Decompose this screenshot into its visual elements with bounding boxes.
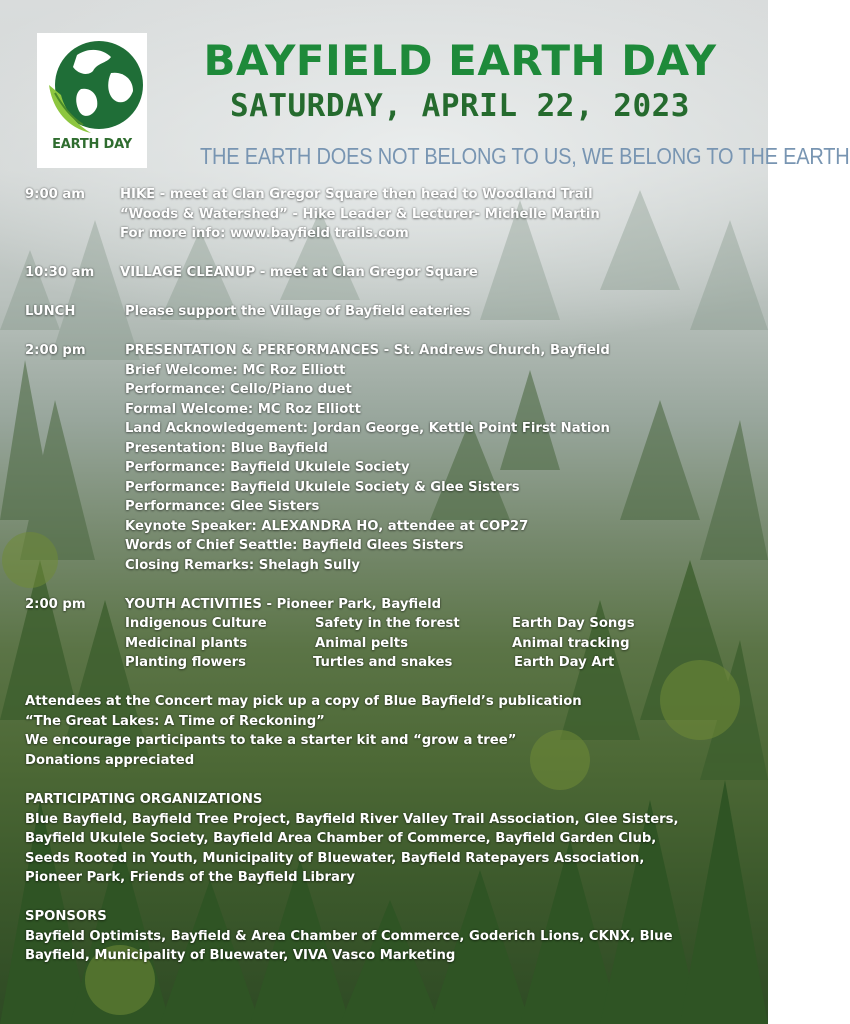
hike-line: HIKE - meet at Clan Gregor Square then head to Woodland Trail — [120, 187, 593, 202]
youth-activity: Planting flowers — [125, 655, 247, 670]
cleanup-line: VILLAGE CLEANUP - meet at Clan Gregor Square — [120, 265, 478, 280]
organizations-line: Bayfield Ukulele Society, Bayfield Area Chamber of Commerce, Bayfield Garden Club, — [25, 831, 657, 846]
cleanup-time: 10:30 am — [25, 265, 95, 280]
lunch-line: Please support the Village of Bayfield eateries — [125, 304, 471, 319]
hike-time: 9:00 am — [25, 187, 86, 202]
lunch-label: LUNCH — [25, 304, 76, 319]
youth-activity: Earth Day Songs — [512, 616, 635, 631]
presentation-time: 2:00 pm — [25, 343, 86, 358]
note-line: We encourage participants to take a starter kit and “grow a tree” — [25, 733, 517, 748]
youth-header: YOUTH ACTIVITIES - Pioneer Park, Bayfield — [125, 597, 442, 612]
sponsors-heading: SPONSORS — [25, 909, 107, 924]
organizations-line: Seeds Rooted in Youth, Municipality of Bluewater, Bayfield Ratepayers Association, — [25, 851, 645, 866]
note-line: “The Great Lakes: A Time of Reckoning” — [25, 714, 325, 729]
event-date: SATURDAY, APRIL 22, 2023 — [230, 88, 690, 124]
presentation-line: PRESENTATION & PERFORMANCES - St. Andrews Church, Bayfield — [125, 343, 610, 358]
youth-activity: Medicinal plants — [125, 636, 248, 651]
youth-activity: Turtles and snakes — [313, 655, 453, 670]
youth-activity: Indigenous Culture — [125, 616, 267, 631]
tagline: THE EARTH DOES NOT BELONG TO US, WE BELONG TO THE EARTH — [200, 144, 850, 170]
youth-activity: Safety in the forest — [315, 616, 460, 631]
youth-activity: Animal pelts — [315, 636, 408, 651]
youth-time: 2:00 pm — [25, 597, 86, 612]
presentation-line: Performance: Bayfield Ukulele Society & Glee Sisters — [125, 480, 520, 495]
hike-line: For more info: www.bayfield trails.com — [120, 226, 409, 241]
organizations-line: Blue Bayfield, Bayfield Tree Project, Bayfield River Valley Trail Association, Glee Sisters, — [25, 812, 679, 827]
logo-text: EARTH DAY — [52, 137, 132, 152]
note-line: Attendees at the Concert may pick up a copy of Blue Bayfield’s publication — [25, 694, 582, 709]
presentation-line: Performance: Cello/Piano duet — [125, 382, 352, 397]
presentation-line: Brief Welcome: MC Roz Elliott — [125, 363, 346, 378]
organizations-heading: PARTICIPATING ORGANIZATIONS — [25, 792, 263, 807]
presentation-line: Keynote Speaker: ALEXANDRA HO, attendee at COP27 — [125, 519, 529, 534]
presentation-line: Formal Welcome: MC Roz Elliott — [125, 402, 361, 417]
presentation-line: Closing Remarks: Shelagh Sully — [125, 558, 360, 573]
youth-activity: Animal tracking — [512, 636, 630, 651]
note-line: Donations appreciated — [25, 753, 195, 768]
presentation-line: Words of Chief Seattle: Bayfield Glees Sisters — [125, 538, 464, 553]
earth-day-logo — [37, 33, 147, 168]
sponsors-line: Bayfield Optimists, Bayfield & Area Chamber of Commerce, Goderich Lions, CKNX, Blue — [25, 929, 673, 944]
sponsors-line: Bayfield, Municipality of Bluewater, VIVA Vasco Marketing — [25, 948, 456, 963]
presentation-line: Land Acknowledgement: Jordan George, Kettle Point First Nation — [125, 421, 610, 436]
presentation-line: Performance: Glee Sisters — [125, 499, 320, 514]
presentation-line: Presentation: Blue Bayfield — [125, 441, 328, 456]
hike-line: “Woods & Watershed” - Hike Leader & Lecturer- Michelle Martin — [120, 207, 600, 222]
presentation-line: Performance: Bayfield Ukulele Society — [125, 460, 410, 475]
poster-title: BAYFIELD EARTH DAY — [203, 36, 717, 85]
organizations-line: Pioneer Park, Friends of the Bayfield Library — [25, 870, 355, 885]
youth-activity: Earth Day Art — [514, 655, 615, 670]
